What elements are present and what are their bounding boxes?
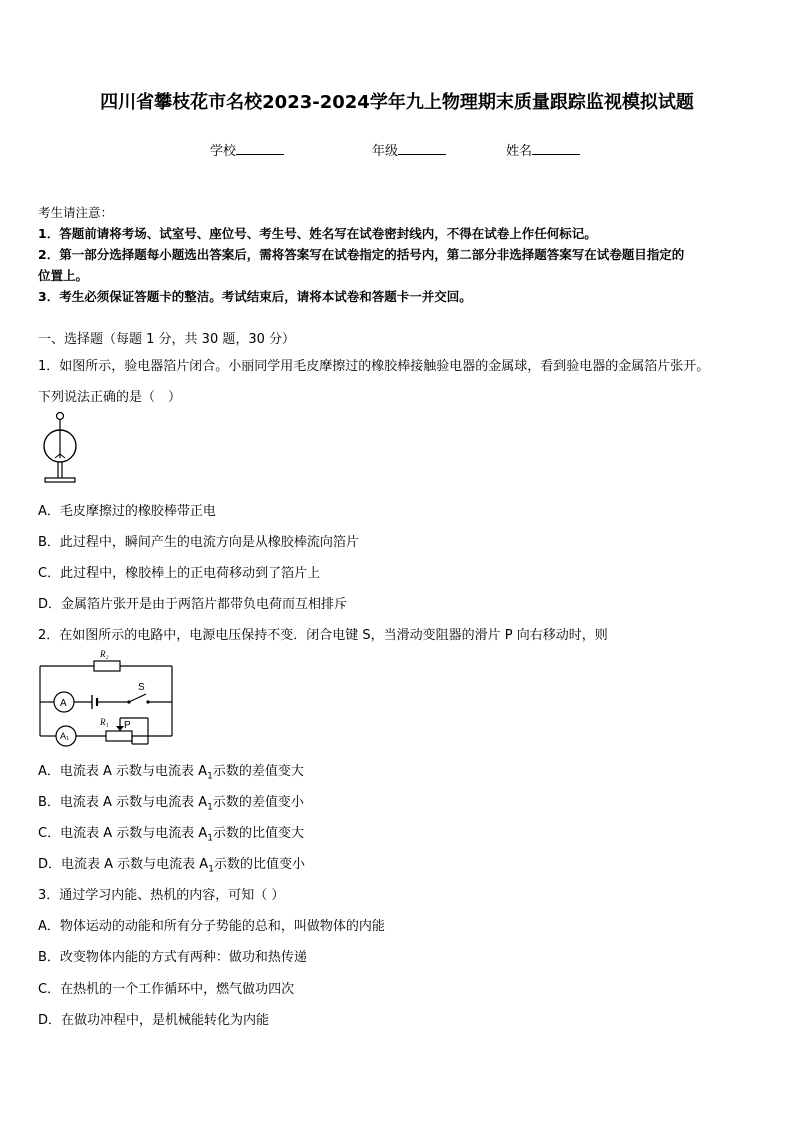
q1-option-a: A．毛皮摩擦过的橡胶棒带正电 xyxy=(38,504,216,519)
q1-option-b: B．此过程中，瞬间产生的电流方向是从橡胶棒流向箔片 xyxy=(38,535,359,550)
label-r2: R₂ xyxy=(100,649,109,659)
notice-heading: 考生请注意： xyxy=(38,205,114,220)
q2-option-c-sub: 1 xyxy=(207,833,213,844)
notice-item-2-cont: 位置上。 xyxy=(38,268,89,283)
school-label: 学校 xyxy=(210,144,237,159)
q2-option-b xyxy=(38,791,304,813)
q2-option-d-sub: 1 xyxy=(208,864,214,875)
notice-item-1: 1．答题前请将考场、试室号、座位号、考生号、姓名写在试卷密封线内，不得在试卷上作任何标记。 xyxy=(38,226,597,241)
q2-option-a-sub: 1 xyxy=(207,771,213,782)
q2-option-a-text-end: 示数的差值变大 xyxy=(212,764,304,779)
grade-field xyxy=(372,140,446,159)
q1-option-c: C．此过程中，橡胶棒上的正电荷移动到了箔片上 xyxy=(38,566,321,581)
q2-option-c-text-end: 示数的比值变大 xyxy=(213,826,305,841)
name-blank[interactable] xyxy=(532,142,580,155)
circuit-figure xyxy=(36,646,178,748)
q3-stem: 3．通过学习内能、热机的内容，可知（ ） xyxy=(38,888,285,903)
grade-blank[interactable] xyxy=(398,142,446,155)
notice-item-2: 2．第一部分选择题每小题选出答案后，需将答案写在试卷指定的括号内，第二部分非选择题答案写在试卷题目指定的 xyxy=(38,247,685,262)
q2-option-d-text: D．电流表 A 示数与电流表 A xyxy=(38,857,209,872)
q2-option-c-text: C．电流表 A 示数与电流表 A xyxy=(38,826,208,841)
q2-option-d-text-end: 示数的比值变小 xyxy=(213,857,305,872)
q1-stem: 1．如图所示，验电器箔片闭合。小丽同学用毛皮摩擦过的橡胶棒接触验电器的金属球，看到验电器的金属箔片张开。 xyxy=(38,359,710,374)
electroscope-figure xyxy=(36,410,86,488)
label-r1: R₁ xyxy=(100,717,109,727)
name-field xyxy=(506,140,580,159)
q2-stem: 2．在如图所示的电路中，电源电压保持不变．闭合电键 S，当滑动变阻器的滑片 P 向右移动时，则 xyxy=(38,628,608,643)
label-slider-p: P xyxy=(124,720,131,731)
school-blank[interactable] xyxy=(236,142,284,155)
q2-option-a xyxy=(38,760,304,782)
q2-option-b-sub: 1 xyxy=(207,802,213,813)
q3-option-b: B．改变物体内能的方式有两种：做功和热传递 xyxy=(38,950,307,965)
q3-option-c: C．在热机的一个工作循环中，燃气做功四次 xyxy=(38,982,295,997)
q3-option-a: A．物体运动的动能和所有分子势能的总和，叫做物体的内能 xyxy=(38,919,385,934)
rheostat-icon xyxy=(106,731,132,741)
page-title: 四川省攀枝花市名校2023-2024学年九上物理期末质量跟踪监视模拟试题 xyxy=(100,92,694,113)
label-ammeter-a1: A₁ xyxy=(60,731,70,741)
q2-option-b-text-end: 示数的差值变小 xyxy=(212,795,304,810)
q2-option-c xyxy=(38,822,304,844)
q2-option-d xyxy=(38,853,305,875)
name-label: 姓名 xyxy=(506,144,533,159)
grade-label: 年级 xyxy=(372,144,399,159)
switch-icon xyxy=(129,694,146,702)
notice-item-3: 3．考生必须保证答题卡的整洁。考试结束后，请将本试卷和答题卡一并交回。 xyxy=(38,289,472,304)
school-field xyxy=(210,140,284,159)
q2-option-b-text: B．电流表 A 示数与电流表 A xyxy=(38,795,208,810)
label-switch: S xyxy=(138,682,145,693)
label-ammeter-a: A xyxy=(60,698,67,709)
q1-stem-cont: 下列说法正确的是（ ） xyxy=(38,390,182,405)
q3-option-d: D．在做功冲程中，是机械能转化为内能 xyxy=(38,1013,270,1028)
q2-option-a-text: A．电流表 A 示数与电流表 A xyxy=(38,764,208,779)
section-heading: 一、选择题（每题 1 分，共 30 题，30 分） xyxy=(38,332,296,347)
q1-option-d: D．金属箔片张开是由于两箔片都带负电荷而互相排斥 xyxy=(38,597,348,612)
